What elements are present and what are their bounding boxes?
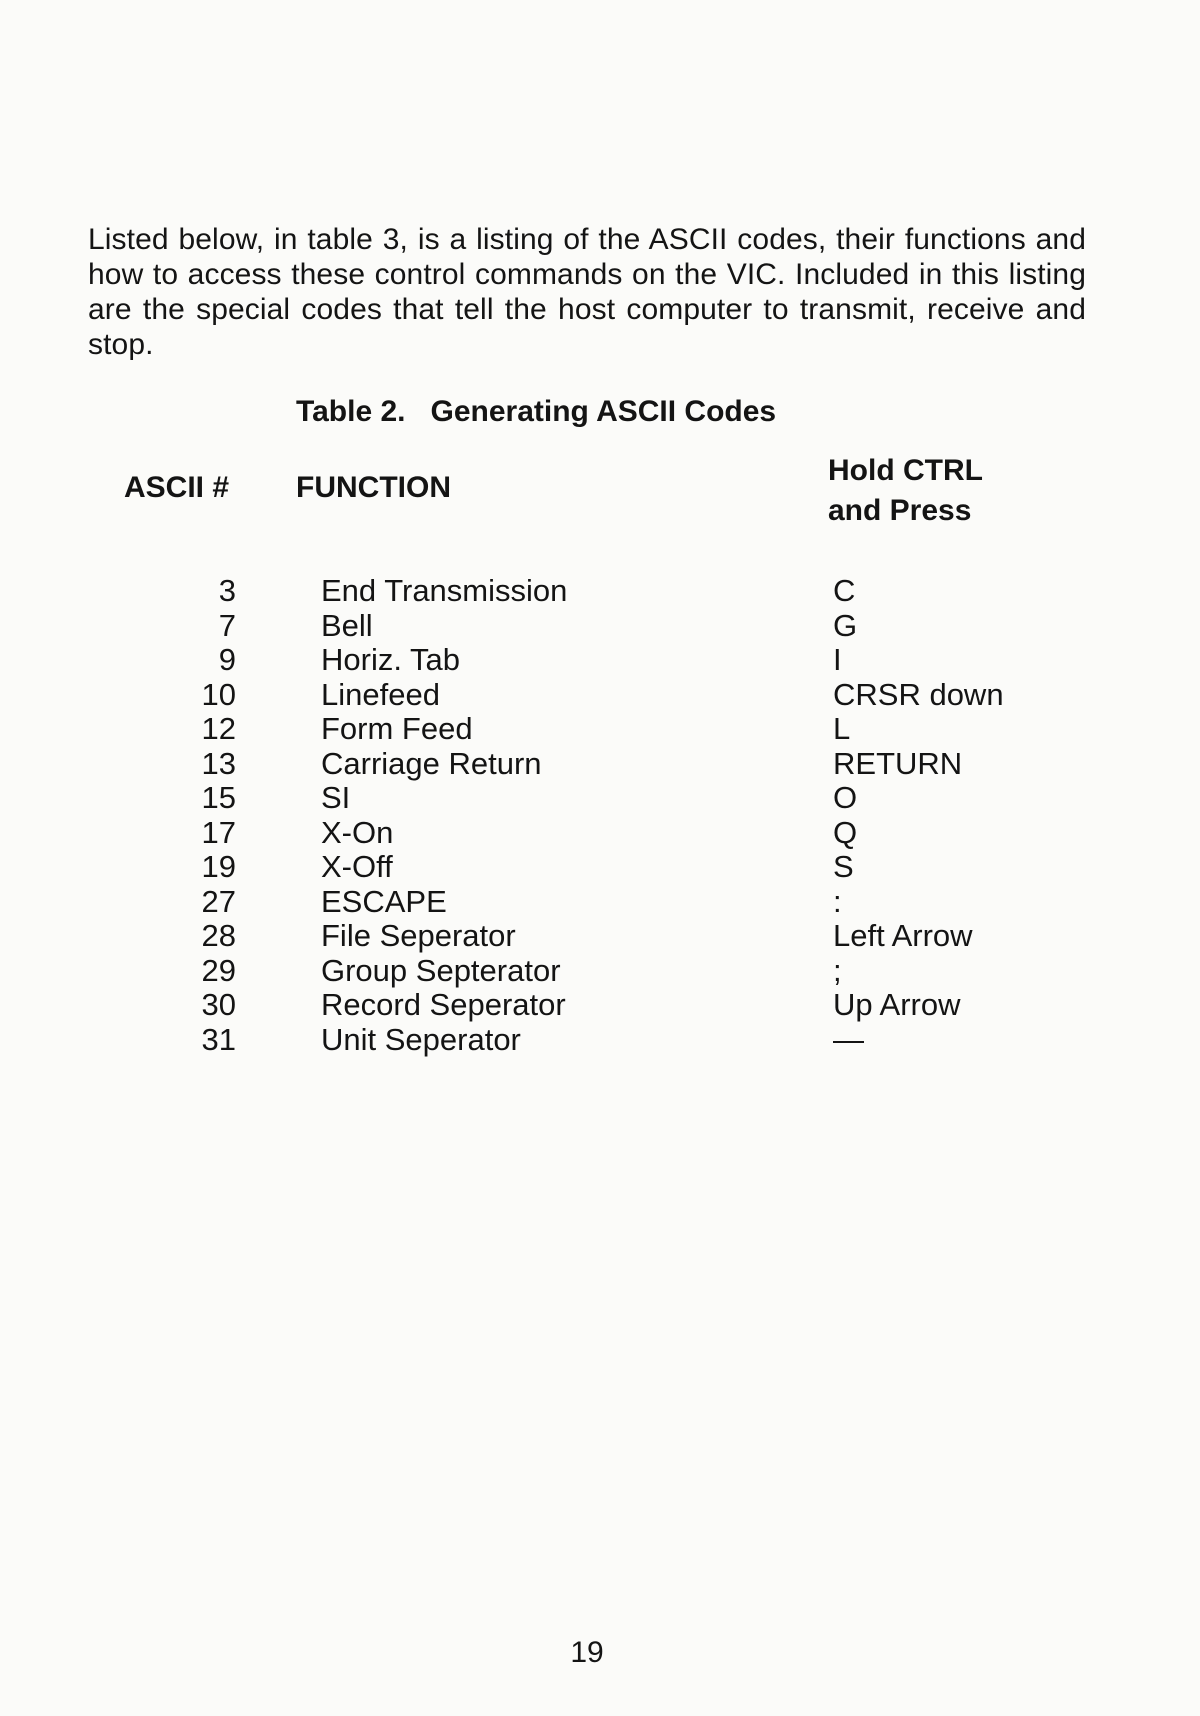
ctrl-key: — xyxy=(833,1021,864,1057)
ctrl-key: CRSR down xyxy=(833,676,1004,712)
ascii-code: 15 xyxy=(201,780,236,815)
ctrl-key: Q xyxy=(833,814,858,850)
ascii-code: 10 xyxy=(201,676,236,712)
ascii-code: 31 xyxy=(201,1021,236,1057)
ascii-code: 13 xyxy=(201,745,236,781)
ascii-code: 30 xyxy=(201,987,236,1022)
table-row xyxy=(0,919,1200,954)
table-row xyxy=(0,678,1200,713)
ascii-code: 9 xyxy=(218,642,236,677)
table-caption: Table 2. Generating ASCII Codes xyxy=(296,395,777,428)
ascii-code: 12 xyxy=(201,711,236,746)
function-name: Carriage Return xyxy=(321,745,542,781)
function-name: Linefeed xyxy=(321,676,440,712)
table-row xyxy=(0,712,1200,747)
ctrl-key: G xyxy=(833,607,858,643)
function-name: Unit Seperator xyxy=(321,1021,521,1057)
ctrl-key: Left Arrow xyxy=(833,918,973,953)
table-row xyxy=(0,643,1200,678)
table-row xyxy=(0,954,1200,989)
table-row xyxy=(0,850,1200,885)
column-header-function: FUNCTION xyxy=(296,471,451,504)
table-row xyxy=(0,885,1200,920)
intro-paragraph: Listed below, in table 3, is a listing of the ASCII codes, their functions and how to access these control commands on the VIC. Included in this listing are the special codes that tell the host computer to transmit, receive and stop. xyxy=(88,223,1086,361)
column-header-ascii: ASCII # xyxy=(124,471,230,504)
function-name: File Seperator xyxy=(321,918,516,953)
table-row xyxy=(0,1023,1200,1058)
table-row xyxy=(0,609,1200,644)
ctrl-key: RETURN xyxy=(833,745,963,781)
function-name: End Transmission xyxy=(321,573,568,608)
table-row xyxy=(0,816,1200,851)
function-name: X-Off xyxy=(321,849,393,884)
ascii-code: 27 xyxy=(201,883,236,919)
ctrl-key: L xyxy=(833,711,851,746)
ascii-code: 19 xyxy=(201,849,236,884)
function-name: Horiz. Tab xyxy=(321,642,460,677)
ascii-code: 28 xyxy=(201,918,236,953)
ctrl-key: I xyxy=(833,642,842,677)
ctrl-key: C xyxy=(833,573,856,608)
ascii-code: 7 xyxy=(218,607,236,643)
ctrl-key: O xyxy=(833,780,858,815)
page-number: 19 xyxy=(570,1636,604,1669)
column-header-hold-ctrl-line2: and Press xyxy=(828,494,972,527)
ascii-code: 29 xyxy=(201,952,236,988)
function-name: Group Septerator xyxy=(321,952,561,988)
column-header-hold-ctrl-line1: Hold CTRL xyxy=(828,454,983,487)
table-row xyxy=(0,574,1200,609)
ctrl-key: : xyxy=(833,883,842,919)
function-name: Record Seperator xyxy=(321,987,566,1022)
ctrl-key: S xyxy=(833,849,854,884)
column-header-hold-ctrl xyxy=(828,451,983,531)
table-row xyxy=(0,747,1200,782)
function-name: SI xyxy=(321,780,351,815)
ctrl-key: ; xyxy=(833,952,842,988)
ascii-code: 3 xyxy=(218,573,236,608)
ascii-code: 17 xyxy=(201,814,236,850)
function-name: Bell xyxy=(321,607,373,643)
ascii-table-body xyxy=(0,574,1200,1057)
table-row xyxy=(0,988,1200,1023)
function-name: ESCAPE xyxy=(321,883,447,919)
table-row xyxy=(0,781,1200,816)
function-name: X-On xyxy=(321,814,394,850)
function-name: Form Feed xyxy=(321,711,473,746)
ctrl-key: Up Arrow xyxy=(833,987,961,1022)
